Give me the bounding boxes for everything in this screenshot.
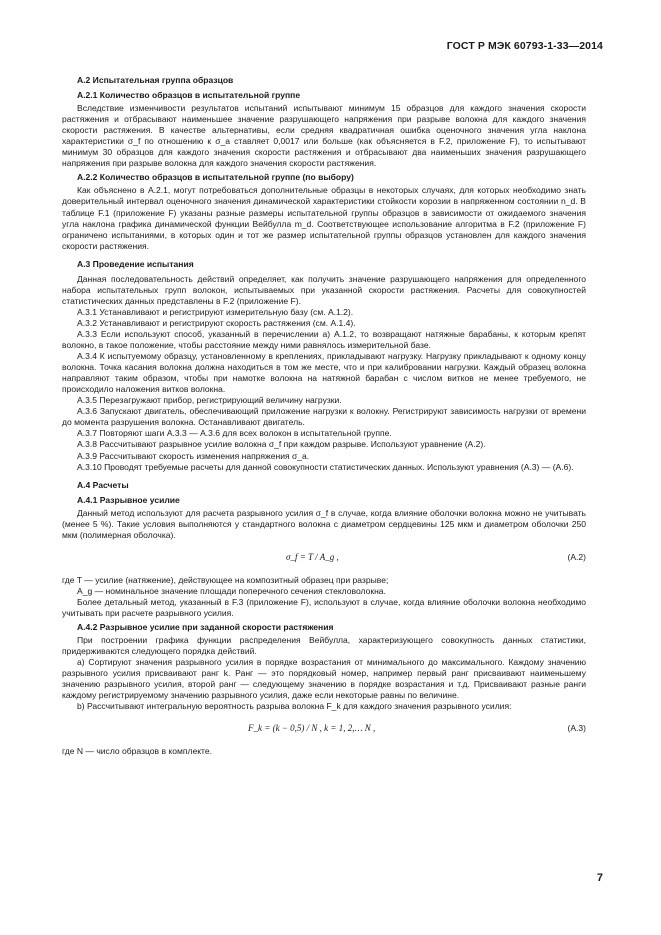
where-t: где T — усилие (натяжение), действующее на композитный образец при разрыве; <box>62 574 389 585</box>
section-a22-title: А.2.2 Количество образцов в испытательной группе (по выбору) <box>77 172 354 183</box>
step-a39: А.3.9 Рассчитывают скорость изменения напряжения σ_a. <box>77 450 310 461</box>
page-content <box>62 68 586 757</box>
section-a41-more: Более детальный метод, указанный в F.3 (приложение F), используют в случае, когда влияние оболочки волокна необходимо учитывать при расчете разрывного усилия. <box>62 596 586 618</box>
equation-a3-number: (А.3) <box>567 723 586 734</box>
step-a35: А.3.5 Перезагружают прибор, регистрирующий величину нагрузки. <box>77 395 342 406</box>
step-a42-b: b) Рассчитывают интегральную вероятность разрыва волокна F_k для каждого значения разрывного усилия: <box>77 701 512 712</box>
equation-a2-number: (А.2) <box>567 551 586 562</box>
section-a42-text: При построении графика функции распределения Вейбулла, характеризующего совокупность данных статистики, придерживаются следующего порядка действий. <box>62 635 586 657</box>
step-a38: А.3.8 Рассчитывают разрывное усилие волокна σ_f при каждом разрыве. Используют уравнение (А.2). <box>77 439 486 450</box>
section-a42-title: А.4.2 Разрывное усилие при заданной скорости растяжения <box>77 622 334 633</box>
step-a37: А.3.7 Повторяют шаги А.3.3 — А.3.6 для всех волокон в испытательной группе. <box>77 428 392 439</box>
standard-header: ГОСТ Р МЭК 60793-1-33—2014 <box>446 40 603 52</box>
section-a4-title: А.4 Расчеты <box>77 479 129 490</box>
step-a310: А.3.10 Проводят требуемые расчеты для данной совокупности статистических данных. Используют уравнения (А.3) — (А.6). <box>77 461 574 472</box>
step-a42-a: а) Сортируют значения разрывного усилия в порядке возрастания от минимального до максимального. Каждому значению разрывного усилия присваивают ранг k. Ранг — это порядковый номер, например первый ранг присваивают наименьшему значению разрывного усилия, второй ранг — следующему значению в порядке возрастания и т.д. Присваивают разные ранги каждому регистрируемому значению разрывного усилия, даже если некоторые равны по величине. <box>62 657 586 701</box>
equation-a3-expression: F_k = (k − 0,5) / N , k = 1, 2,… N , <box>248 723 376 734</box>
step-a33: А.3.3 Если используют способ, указанный в перечислении а) А.1.2, то возвращают натяжные барабаны, к которым крепят волокно, в такое положение, чтобы расстояние между ними равнялось измерительной базе. <box>62 328 586 351</box>
section-a22-text: Как объяснено в А.2.1, могут потребоваться дополнительные образцы в некоторых случаях, для которых необходимо знать доверительный интервал оценочного значения динамической характеристики стойкости корозии в напряженном состоянии n_d. В таблице F.1 (приложение F) указаны разные размеры испытательной группы образцов в зависимости от ожидаемого значения угла наклона графика динамической функции Вейбулла m_d. Соответствующее использование алгоритма в F.2 (приложение F) ограничено испытаниями, в которых один и тот же размер испытательной группы образцов установлен для каждого значения скорости растяжения. <box>62 185 586 251</box>
page-number: 7 <box>596 872 603 884</box>
step-a36: А.3.6 Запускают двигатель, обеспечивающий приложение нагрузки к волокну. Регистрируют зависимость нагрузки от времени до момента разрушения волокна. Останавливают двигатель. <box>62 406 586 428</box>
where-n: где N — число образцов в комплекте. <box>62 746 213 757</box>
section-a41-title: А.4.1 Разрывное усилие <box>77 494 180 505</box>
section-a3-title: А.3 Проведение испытания <box>77 258 194 269</box>
where-ag: A_g — номинальное значение площади поперечного сечения стекловолокна. <box>77 585 386 596</box>
equation-a3 <box>62 718 586 742</box>
equation-a2-expression: σ_f = T / A_g , <box>286 551 339 562</box>
section-a41-text: Данный метод используют для расчета разрывного усилия σ_f в случае, когда влияние оболочки волокна можно не учитывать (менее 5 %). Такие условия выполняются у стандартного волокна с диаметром сердцевины 125 мкм и диаметром оболочки 250 мкм (полимерная оболочка). <box>62 507 586 540</box>
section-a21-title: А.2.1 Количество образцов в испытательной группе <box>77 90 301 101</box>
equation-a2 <box>62 547 586 571</box>
step-a31: А.3.1 Устанавливают и регистрируют измерительную базу (см. А.1.2). <box>77 306 354 317</box>
step-a34: А.3.4 К испытуемому образцу, установленному в креплениях, прикладывают нагрузку. Нагрузку прикладывают к одному концу волокна. Точка касания волокна должна находиться в том же месте, что и при калибровании нагрузки. Каждый образец волокна направляют таким образом, чтобы при намотке волокна на натяжной барабан с числом витков не менее требуемого, не происходило наложения витков волокна. <box>62 351 586 395</box>
section-a21-text: Вследствие изменчивости результатов испытаний испытывают минимум 15 образцов для каждого значения скорости растяжения и отбрасывают наименьшее значение разрушающего напряжения при разрыве волокна для каждого значения скорости растяжения. В качестве альтернативы, если средняя квадратичная ошибка оценочного значения угла наклона характеристики σ_f по отношению к σ_a ставляет 0,0017 или больше (как объясняется в F.2, приложение F), то испытывают минимум 30 образцов для каждого значения скорости растяжения и отбрасывают два наименьших значения разрушающего напряжения при разрыве волокна для каждого значения скорости растяжения. <box>62 103 586 169</box>
section-a3-intro: Данная последовательность действий определяет, как получить значение разрушающего напряжения для определенного набора испытательных групп волокон, испытываемых при указанной скорости растяжения. Расчеты для совокупностей статистических данных представлены в F.2 (приложение F). <box>62 273 586 306</box>
section-a2-title: А.2 Испытательная группа образцов <box>77 75 234 85</box>
step-a32: А.3.2 Устанавливают и регистрируют скорость растяжения (см. А.1.4). <box>77 317 356 328</box>
